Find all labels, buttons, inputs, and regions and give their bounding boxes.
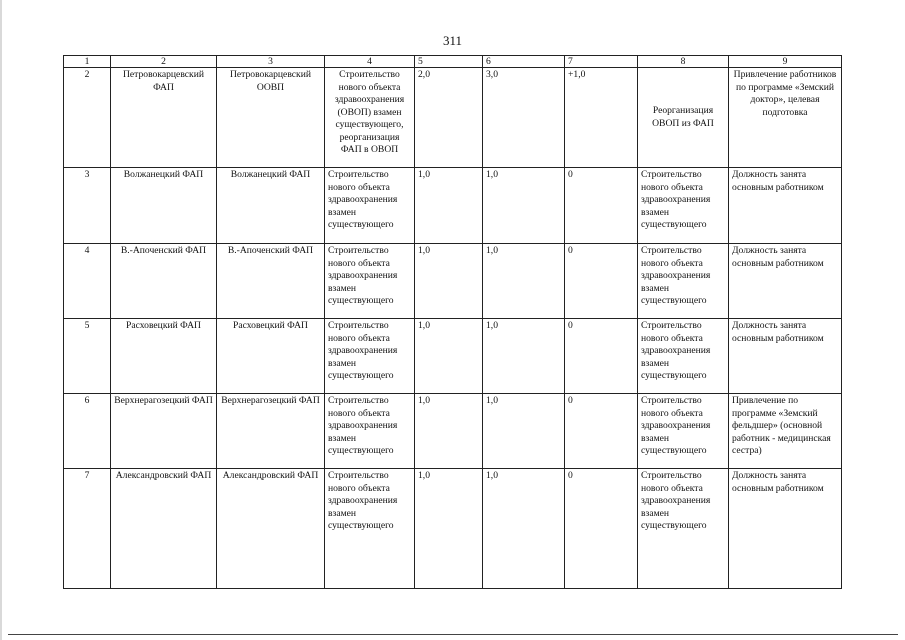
staffing-note: Должность занята основным работником	[729, 469, 842, 589]
value-col7: +1,0	[565, 68, 638, 168]
staffing-note: Должность занята основным работником	[729, 244, 842, 319]
value-col6: 1,0	[483, 319, 565, 394]
column-number-row	[64, 56, 842, 68]
row-number: 5	[64, 319, 111, 394]
reorganization-note: Строительство нового объекта здравоохранения взамен существующего	[638, 168, 729, 244]
value-col5: 2,0	[415, 68, 483, 168]
reorganization-note: Строительство нового объекта здравоохранения взамен существующего	[638, 319, 729, 394]
reorganization-note: Строительство нового объекта здравоохранения взамен существующего	[638, 394, 729, 469]
column-header: 7	[565, 56, 638, 68]
planned-action: Строительство нового объекта здравоохранения взамен существующего	[325, 394, 415, 469]
table-row	[64, 319, 842, 394]
value-col6: 1,0	[483, 244, 565, 319]
row-number: 6	[64, 394, 111, 469]
page-number: 311	[442, 33, 463, 48]
value-col6: 1,0	[483, 469, 565, 589]
value-col6: 1,0	[483, 394, 565, 469]
facility-name: Волжанецкий ФАП	[111, 168, 217, 244]
row-number: 4	[64, 244, 111, 319]
facility-target-name: Петровокарцевский ООВП	[217, 68, 325, 168]
planned-action: Строительство нового объекта здравоохранения (ОВОП) взамен существующего, реорганизация ФАП в ОВОП	[325, 68, 415, 168]
column-header: 6	[483, 56, 565, 68]
table-row	[64, 68, 842, 168]
staffing-note: Должность занята основным работником	[729, 319, 842, 394]
facility-name: Верхнерагозецкий ФАП	[111, 394, 217, 469]
planned-action: Строительство нового объекта здравоохранения взамен существующего	[325, 319, 415, 394]
planned-action: Строительство нового объекта здравоохранения взамен существующего	[325, 168, 415, 244]
value-col5: 1,0	[415, 394, 483, 469]
reorganization-note: Строительство нового объекта здравоохранения взамен существующего	[638, 244, 729, 319]
reorganization-note: Реорганизация ОВОП из ФАП	[638, 68, 729, 168]
column-header: 3	[217, 56, 325, 68]
column-header: 2	[111, 56, 217, 68]
value-col6: 3,0	[483, 68, 565, 168]
value-col7: 0	[565, 394, 638, 469]
facility-name: Расховецкий ФАП	[111, 319, 217, 394]
facility-name: Александровский ФАП	[111, 469, 217, 589]
facility-name: Петровокарцевский ФАП	[111, 68, 217, 168]
staffing-note: Привлечение работников по программе «Земский доктор», целевая подготовка	[729, 68, 842, 168]
column-header: 5	[415, 56, 483, 68]
value-col7: 0	[565, 168, 638, 244]
scan-edge	[0, 0, 2, 640]
value-col5: 1,0	[415, 319, 483, 394]
value-col5: 1,0	[415, 168, 483, 244]
value-col7: 0	[565, 319, 638, 394]
planned-action: Строительство нового объекта здравоохранения взамен существующего	[325, 469, 415, 589]
row-number: 7	[64, 469, 111, 589]
staffing-note: Привлечение по программе «Земский фельдшер» (основной работник - медицинская сестра)	[729, 394, 842, 469]
row-number: 2	[64, 68, 111, 168]
value-col5: 1,0	[415, 469, 483, 589]
column-header: 9	[729, 56, 842, 68]
facility-name: В.-Апоченский ФАП	[111, 244, 217, 319]
value-col6: 1,0	[483, 168, 565, 244]
facility-target-name: Расховецкий ФАП	[217, 319, 325, 394]
staffing-note: Должность занята основным работником	[729, 168, 842, 244]
table-row	[64, 168, 842, 244]
table-row	[64, 469, 842, 589]
row-number: 3	[64, 168, 111, 244]
facility-target-name: В.-Апоченский ФАП	[217, 244, 325, 319]
value-col7: 0	[565, 469, 638, 589]
facility-target-name: Волжанецкий ФАП	[217, 168, 325, 244]
table-row	[64, 394, 842, 469]
planned-action: Строительство нового объекта здравоохранения взамен существующего	[325, 244, 415, 319]
facilities-table	[63, 55, 842, 589]
column-header: 1	[64, 56, 111, 68]
column-header: 8	[638, 56, 729, 68]
reorganization-note: Строительство нового объекта здравоохранения взамен существующего	[638, 469, 729, 589]
facility-target-name: Александровский ФАП	[217, 469, 325, 589]
value-col7: 0	[565, 244, 638, 319]
value-col5: 1,0	[415, 244, 483, 319]
bottom-rule	[8, 634, 898, 635]
table-row	[64, 244, 842, 319]
facility-target-name: Верхнерагозецкий ФАП	[217, 394, 325, 469]
column-header: 4	[325, 56, 415, 68]
